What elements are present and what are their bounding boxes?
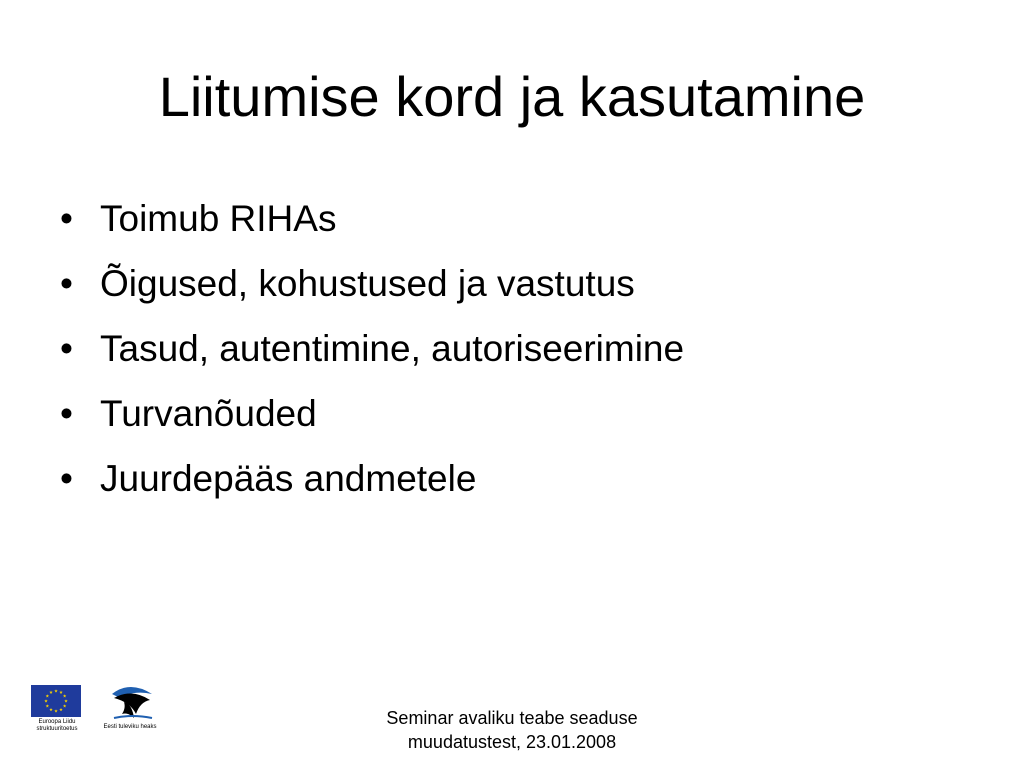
eu-logo-caption [26,719,88,733]
estonia-logo [102,684,162,744]
bullet-list [60,186,684,511]
bullet-text-1: Toimub RIHAs [100,198,337,239]
eu-flag-icon [31,685,81,717]
footer-line-2: muudatustest, 23.01.2008 [407,732,617,752]
bullet-text-2: Õigused, kohustused ja vastutus [100,263,635,304]
bullet-item-2 [60,251,684,316]
eu-logo-caption-line2: struktuuritoetus [36,726,78,732]
bullet-marker: • [60,328,73,369]
eu-logo-caption-line1: Euroopa Liidu [38,719,76,725]
bullet-text-5: Juurdepääs andmetele [100,458,477,499]
bullet-item-5 [60,446,684,511]
bullet-item-3 [60,316,684,381]
eu-logo [26,684,86,744]
estonian-swallow-icon [110,684,154,722]
bullet-text-3: Tasud, autentimine, autoriseerimine [100,328,685,369]
bullet-item-1 [60,186,684,251]
footer-line-1: Seminar avaliku teabe seaduse [386,708,638,728]
slide-title: Liitumise kord ja kasutamine [158,65,866,128]
bullet-marker: • [60,198,73,239]
sponsor-logos [26,684,161,740]
bullet-text-4: Turvanõuded [100,393,317,434]
bullet-item-4 [60,381,684,446]
bullet-marker: • [60,458,73,499]
footer-note [352,706,672,754]
estonia-logo-caption: Eesti tuleviku heaks [103,724,157,730]
bullet-marker: • [60,263,73,304]
bullet-marker: • [60,393,73,434]
